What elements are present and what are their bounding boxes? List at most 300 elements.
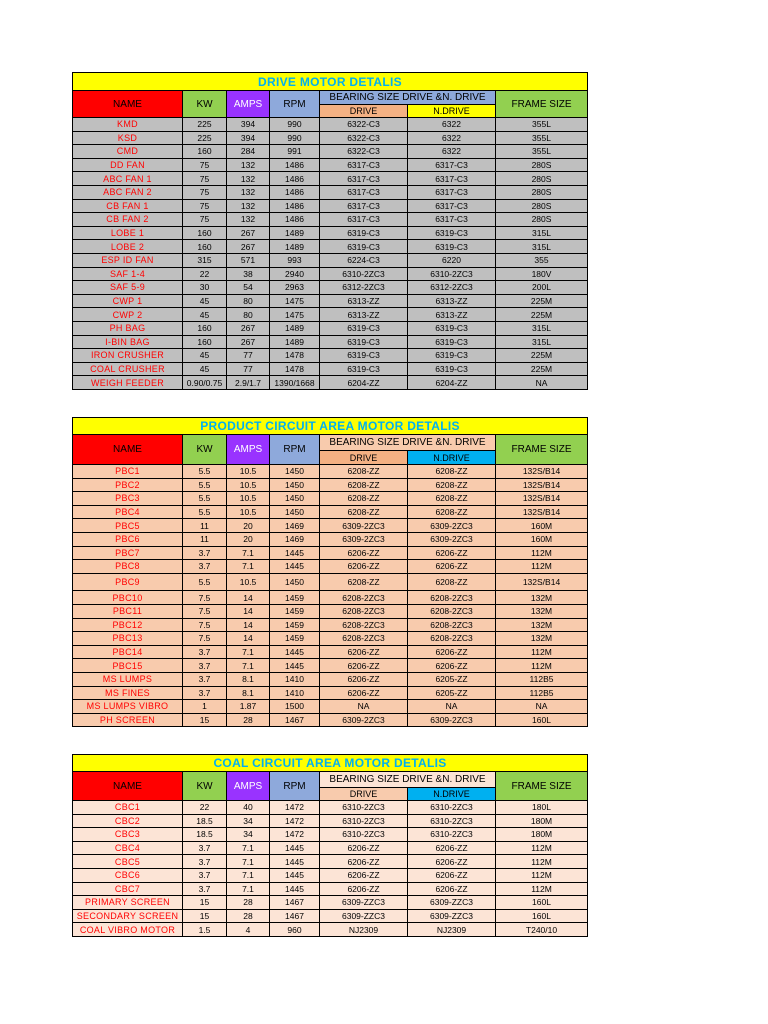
kw-cell: 3.7: [183, 546, 227, 560]
frame-size-cell: 315L: [496, 335, 588, 349]
rpm-cell: 1450: [270, 478, 320, 492]
table-row: [73, 855, 588, 869]
header-ndrive: N.DRIVE: [408, 788, 496, 801]
frame-size-cell: 112M: [496, 855, 588, 869]
table-row: [73, 519, 588, 533]
amps-cell: 10.5: [227, 492, 270, 506]
drive-bearing-cell: 6208-ZZ: [320, 465, 408, 479]
table-row: [73, 923, 588, 937]
table-row: [73, 686, 588, 700]
ndrive-bearing-cell: 6317-C3: [408, 185, 496, 199]
frame-size-cell: 355: [496, 253, 588, 267]
kw-cell: 315: [183, 253, 227, 267]
frame-size-cell: 225M: [496, 349, 588, 363]
motor-name-cell: PBC13: [73, 632, 183, 646]
amps-cell: 7.1: [227, 868, 270, 882]
ndrive-bearing-cell: 6208-ZZ: [408, 478, 496, 492]
motor-name-cell: PBC1: [73, 465, 183, 479]
rpm-cell: 1450: [270, 573, 320, 591]
kw-cell: 45: [183, 308, 227, 322]
rpm-cell: 990: [270, 131, 320, 145]
ndrive-bearing-cell: 6206-ZZ: [408, 659, 496, 673]
kw-cell: 22: [183, 801, 227, 815]
kw-cell: 225: [183, 118, 227, 132]
table-row: [73, 118, 588, 132]
table-row: [73, 492, 588, 506]
frame-size-cell: 280S: [496, 213, 588, 227]
rpm-cell: 2940: [270, 267, 320, 281]
drive-bearing-cell: 6309-2ZC3: [320, 532, 408, 546]
rpm-cell: 1467: [270, 896, 320, 910]
drive-bearing-cell: 6206-ZZ: [320, 882, 408, 896]
amps-cell: 7.1: [227, 882, 270, 896]
kw-cell: 160: [183, 145, 227, 159]
rpm-cell: 1445: [270, 659, 320, 673]
ndrive-bearing-cell: 6309-2ZC3: [408, 519, 496, 533]
ndrive-bearing-cell: 6205-ZZ: [408, 672, 496, 686]
drive-bearing-cell: 6310-2ZC3: [320, 814, 408, 828]
table-row: [73, 172, 588, 186]
frame-size-cell: 280S: [496, 158, 588, 172]
motor-name-cell: CBC6: [73, 868, 183, 882]
ndrive-bearing-cell: 6309-ZZC3: [408, 909, 496, 923]
frame-size-cell: 132M: [496, 632, 588, 646]
motor-name-cell: WEIGH FEEDER: [73, 376, 183, 390]
amps-cell: 394: [227, 118, 270, 132]
ndrive-bearing-cell: 6220: [408, 253, 496, 267]
ndrive-bearing-cell: 6206-ZZ: [408, 841, 496, 855]
frame-size-cell: 132M: [496, 618, 588, 632]
amps-cell: 132: [227, 213, 270, 227]
rpm-cell: 1472: [270, 814, 320, 828]
frame-size-cell: 180M: [496, 814, 588, 828]
frame-size-cell: 112B5: [496, 672, 588, 686]
frame-size-cell: 160L: [496, 909, 588, 923]
header-kw: KW: [183, 435, 227, 465]
motor-name-cell: COAL CRUSHER: [73, 362, 183, 376]
kw-cell: 45: [183, 349, 227, 363]
rpm-cell: 1445: [270, 560, 320, 574]
kw-cell: 0.90/0.75: [183, 376, 227, 390]
amps-cell: 80: [227, 294, 270, 308]
amps-cell: 132: [227, 172, 270, 186]
amps-cell: 7.1: [227, 546, 270, 560]
motor-name-cell: CBC2: [73, 814, 183, 828]
kw-cell: 5.5: [183, 573, 227, 591]
drive-bearing-cell: 6317-C3: [320, 185, 408, 199]
drive-bearing-cell: 6309-2ZC3: [320, 519, 408, 533]
amps-cell: 571: [227, 253, 270, 267]
frame-size-cell: 180V: [496, 267, 588, 281]
amps-cell: 14: [227, 618, 270, 632]
amps-cell: 14: [227, 604, 270, 618]
amps-cell: 7.1: [227, 855, 270, 869]
amps-cell: 132: [227, 185, 270, 199]
drive-bearing-cell: 6208-2ZC3: [320, 591, 408, 605]
amps-cell: 1.87: [227, 700, 270, 714]
rpm-cell: 960: [270, 923, 320, 937]
kw-cell: 3.7: [183, 672, 227, 686]
motor-name-cell: PRIMARY SCREEN: [73, 896, 183, 910]
drive-bearing-cell: 6309-2ZC3: [320, 713, 408, 727]
drive-bearing-cell: 6206-ZZ: [320, 560, 408, 574]
rpm-cell: 1445: [270, 645, 320, 659]
ndrive-bearing-cell: 6310-2ZC3: [408, 801, 496, 815]
kw-cell: 15: [183, 909, 227, 923]
header-amps: AMPS: [227, 772, 270, 801]
drive-bearing-cell: 6310-2ZC3: [320, 801, 408, 815]
motor-name-cell: CBC7: [73, 882, 183, 896]
amps-cell: 132: [227, 158, 270, 172]
kw-cell: 45: [183, 362, 227, 376]
table-row: [73, 213, 588, 227]
drive-bearing-cell: 6319-C3: [320, 321, 408, 335]
table-row: [73, 713, 588, 727]
kw-cell: 7.5: [183, 618, 227, 632]
ndrive-bearing-cell: 6322: [408, 118, 496, 132]
header-rpm: RPM: [270, 772, 320, 801]
amps-cell: 8.1: [227, 686, 270, 700]
amps-cell: 77: [227, 362, 270, 376]
frame-size-cell: 315L: [496, 226, 588, 240]
table-row: [73, 591, 588, 605]
table-row: [73, 158, 588, 172]
kw-cell: 18.5: [183, 814, 227, 828]
motor-name-cell: CBC1: [73, 801, 183, 815]
amps-cell: 28: [227, 713, 270, 727]
table-row: [73, 478, 588, 492]
header-bearing: BEARING SIZE DRIVE &N. DRIVE: [320, 772, 496, 788]
motor-name-cell: PBC9: [73, 573, 183, 591]
motor-name-cell: PBC5: [73, 519, 183, 533]
rpm-cell: 1489: [270, 335, 320, 349]
rpm-cell: 1486: [270, 185, 320, 199]
table-row: [73, 199, 588, 213]
kw-cell: 22: [183, 267, 227, 281]
motor-name-cell: ESP ID FAN: [73, 253, 183, 267]
rpm-cell: 1459: [270, 604, 320, 618]
amps-cell: 4: [227, 923, 270, 937]
drive-bearing-cell: 6319-C3: [320, 362, 408, 376]
kw-cell: 75: [183, 199, 227, 213]
frame-size-cell: 132S/B14: [496, 573, 588, 591]
amps-cell: 7.1: [227, 841, 270, 855]
motor-name-cell: MS FINES: [73, 686, 183, 700]
rpm-cell: 1459: [270, 618, 320, 632]
motor-name-cell: CWP 1: [73, 294, 183, 308]
drive-bearing-cell: 6322-C3: [320, 145, 408, 159]
kw-cell: 3.7: [183, 659, 227, 673]
ndrive-bearing-cell: 6310-2ZC3: [408, 267, 496, 281]
table-row: [73, 362, 588, 376]
rpm-cell: 1459: [270, 632, 320, 646]
table-row: [73, 349, 588, 363]
rpm-cell: 993: [270, 253, 320, 267]
drive-bearing-cell: 6317-C3: [320, 199, 408, 213]
rpm-cell: 1467: [270, 909, 320, 923]
amps-cell: 394: [227, 131, 270, 145]
drive-bearing-cell: 6208-ZZ: [320, 505, 408, 519]
frame-size-cell: 355L: [496, 118, 588, 132]
ndrive-bearing-cell: 6319-C3: [408, 321, 496, 335]
table-row: [73, 896, 588, 910]
ndrive-bearing-cell: 6322: [408, 145, 496, 159]
drive-bearing-cell: NJ2309: [320, 923, 408, 937]
amps-cell: 267: [227, 240, 270, 254]
rpm-cell: 1486: [270, 158, 320, 172]
frame-size-cell: 180M: [496, 828, 588, 842]
ndrive-bearing-cell: 6319-C3: [408, 240, 496, 254]
kw-cell: 7.5: [183, 632, 227, 646]
ndrive-bearing-cell: NJ2309: [408, 923, 496, 937]
drive-bearing-cell: 6206-ZZ: [320, 841, 408, 855]
table-row: [73, 814, 588, 828]
table-row: [73, 909, 588, 923]
frame-size-cell: 132S/B14: [496, 478, 588, 492]
frame-size-cell: 280S: [496, 172, 588, 186]
table-row: [73, 604, 588, 618]
motor-name-cell: DD FAN: [73, 158, 183, 172]
table-row: [73, 560, 588, 574]
rpm-cell: 1478: [270, 362, 320, 376]
ndrive-bearing-cell: 6309-2ZC3: [408, 532, 496, 546]
motor-name-cell: KSD: [73, 131, 183, 145]
kw-cell: 1.5: [183, 923, 227, 937]
table-row: [73, 532, 588, 546]
frame-size-cell: 112M: [496, 645, 588, 659]
amps-cell: 28: [227, 909, 270, 923]
frame-size-cell: 355L: [496, 145, 588, 159]
drive-bearing-cell: 6204-ZZ: [320, 376, 408, 390]
amps-cell: 284: [227, 145, 270, 159]
drive-bearing-cell: 6206-ZZ: [320, 546, 408, 560]
drive-bearing-cell: 6208-ZZ: [320, 478, 408, 492]
rpm-cell: 1410: [270, 672, 320, 686]
rpm-cell: 1489: [270, 240, 320, 254]
header-rpm: RPM: [270, 435, 320, 465]
amps-cell: 267: [227, 335, 270, 349]
frame-size-cell: 132S/B14: [496, 465, 588, 479]
motor-name-cell: PBC3: [73, 492, 183, 506]
kw-cell: 18.5: [183, 828, 227, 842]
rpm-cell: 1475: [270, 294, 320, 308]
table-row: [73, 645, 588, 659]
rpm-cell: 1500: [270, 700, 320, 714]
ndrive-bearing-cell: 6206-ZZ: [408, 868, 496, 882]
amps-cell: 34: [227, 828, 270, 842]
amps-cell: 7.1: [227, 659, 270, 673]
rpm-cell: 1486: [270, 213, 320, 227]
kw-cell: 75: [183, 185, 227, 199]
motor-name-cell: PBC15: [73, 659, 183, 673]
motor-name-cell: SAF 1-4: [73, 267, 183, 281]
drive-bearing-cell: 6319-C3: [320, 335, 408, 349]
ndrive-bearing-cell: 6310-2ZC3: [408, 828, 496, 842]
section-title: DRIVE MOTOR DETALIS: [73, 73, 588, 91]
kw-cell: 15: [183, 713, 227, 727]
frame-size-cell: 132S/B14: [496, 505, 588, 519]
rpm-cell: 1472: [270, 828, 320, 842]
ndrive-bearing-cell: 6309-2ZC3: [408, 713, 496, 727]
drive-bearing-cell: 6322-C3: [320, 118, 408, 132]
product-circuit-table: [72, 417, 588, 727]
rpm-cell: 1445: [270, 868, 320, 882]
header-bearing: BEARING SIZE DRIVE &N. DRIVE: [320, 435, 496, 451]
ndrive-bearing-cell: 6206-ZZ: [408, 645, 496, 659]
rpm-cell: 1489: [270, 321, 320, 335]
header-drive: DRIVE: [320, 105, 408, 118]
motor-name-cell: IRON CRUSHER: [73, 349, 183, 363]
frame-size-cell: 225M: [496, 308, 588, 322]
coal-rows: [73, 801, 588, 937]
motor-name-cell: CB FAN 1: [73, 199, 183, 213]
motor-name-cell: COAL VIBRO MOTOR: [73, 923, 183, 937]
kw-cell: 11: [183, 532, 227, 546]
frame-size-cell: 132M: [496, 591, 588, 605]
rpm-cell: 1486: [270, 172, 320, 186]
motor-name-cell: PBC8: [73, 560, 183, 574]
frame-size-cell: 315L: [496, 321, 588, 335]
drive-bearing-cell: 6319-C3: [320, 349, 408, 363]
rpm-cell: 1469: [270, 532, 320, 546]
rpm-cell: 1489: [270, 226, 320, 240]
motor-name-cell: PBC10: [73, 591, 183, 605]
amps-cell: 54: [227, 281, 270, 295]
drive-bearing-cell: 6313-ZZ: [320, 294, 408, 308]
kw-cell: 3.7: [183, 560, 227, 574]
kw-cell: 30: [183, 281, 227, 295]
drive-bearing-cell: 6206-ZZ: [320, 645, 408, 659]
section-title: COAL CIRCUIT AREA MOTOR DETALIS: [73, 755, 588, 772]
header-kw: KW: [183, 772, 227, 801]
header-frame: FRAME SIZE: [496, 91, 588, 118]
frame-size-cell: NA: [496, 700, 588, 714]
drive-rows: [73, 118, 588, 390]
motor-name-cell: CWP 2: [73, 308, 183, 322]
kw-cell: 5.5: [183, 492, 227, 506]
drive-bearing-cell: 6206-ZZ: [320, 686, 408, 700]
ndrive-bearing-cell: 6206-ZZ: [408, 560, 496, 574]
frame-size-cell: 132S/B14: [496, 492, 588, 506]
rpm-cell: 1450: [270, 505, 320, 519]
table-row: [73, 376, 588, 390]
motor-name-cell: MS LUMPS: [73, 672, 183, 686]
kw-cell: 5.5: [183, 505, 227, 519]
amps-cell: 34: [227, 814, 270, 828]
drive-bearing-cell: 6208-ZZ: [320, 492, 408, 506]
motor-name-cell: PBC11: [73, 604, 183, 618]
motor-name-cell: LOBE 1: [73, 226, 183, 240]
ndrive-bearing-cell: 6319-C3: [408, 349, 496, 363]
drive-bearing-cell: 6322-C3: [320, 131, 408, 145]
kw-cell: 5.5: [183, 478, 227, 492]
drive-bearing-cell: 6206-ZZ: [320, 868, 408, 882]
header-frame: FRAME SIZE: [496, 435, 588, 465]
amps-cell: 8.1: [227, 672, 270, 686]
ndrive-bearing-cell: 6317-C3: [408, 213, 496, 227]
amps-cell: 7.1: [227, 560, 270, 574]
drive-bearing-cell: 6313-ZZ: [320, 308, 408, 322]
frame-size-cell: 355L: [496, 131, 588, 145]
amps-cell: 10.5: [227, 478, 270, 492]
ndrive-bearing-cell: 6317-C3: [408, 199, 496, 213]
amps-cell: 14: [227, 591, 270, 605]
table-row: [73, 465, 588, 479]
kw-cell: 45: [183, 294, 227, 308]
rpm-cell: 1445: [270, 855, 320, 869]
drive-bearing-cell: 6206-ZZ: [320, 672, 408, 686]
rpm-cell: 2963: [270, 281, 320, 295]
drive-bearing-cell: 6319-C3: [320, 240, 408, 254]
ndrive-bearing-cell: 6319-C3: [408, 362, 496, 376]
drive-bearing-cell: 6319-C3: [320, 226, 408, 240]
coal-circuit-section: [72, 754, 587, 937]
kw-cell: 3.7: [183, 868, 227, 882]
table-row: [73, 868, 588, 882]
amps-cell: 2.9/1.7: [227, 376, 270, 390]
ndrive-bearing-cell: 6208-ZZ: [408, 505, 496, 519]
motor-name-cell: CBC3: [73, 828, 183, 842]
header-drive: DRIVE: [320, 788, 408, 801]
table-row: [73, 294, 588, 308]
drive-bearing-cell: 6317-C3: [320, 158, 408, 172]
ndrive-bearing-cell: 6208-2ZC3: [408, 591, 496, 605]
rpm-cell: 990: [270, 118, 320, 132]
frame-size-cell: 112M: [496, 546, 588, 560]
drive-bearing-cell: 6317-C3: [320, 213, 408, 227]
amps-cell: 7.1: [227, 645, 270, 659]
ndrive-bearing-cell: 6208-ZZ: [408, 492, 496, 506]
ndrive-bearing-cell: 6319-C3: [408, 226, 496, 240]
kw-cell: 160: [183, 335, 227, 349]
frame-size-cell: 112M: [496, 882, 588, 896]
rpm-cell: 1467: [270, 713, 320, 727]
kw-cell: 3.7: [183, 841, 227, 855]
drive-bearing-cell: 6208-2ZC3: [320, 604, 408, 618]
ndrive-bearing-cell: 6208-ZZ: [408, 573, 496, 591]
motor-name-cell: CMD: [73, 145, 183, 159]
rpm-cell: 1410: [270, 686, 320, 700]
kw-cell: 15: [183, 896, 227, 910]
kw-cell: 160: [183, 321, 227, 335]
ndrive-bearing-cell: 6319-C3: [408, 335, 496, 349]
header-bearing: BEARING SIZE DRIVE &N. DRIVE: [320, 91, 496, 105]
header-ndrive: N.DRIVE: [408, 105, 496, 118]
rpm-cell: 1459: [270, 591, 320, 605]
table-row: [73, 267, 588, 281]
rpm-cell: 1472: [270, 801, 320, 815]
drive-bearing-cell: 6310-2ZC3: [320, 828, 408, 842]
kw-cell: 160: [183, 226, 227, 240]
header-amps: AMPS: [227, 91, 270, 118]
motor-name-cell: MS LUMPS VIBRO: [73, 700, 183, 714]
table-row: [73, 659, 588, 673]
frame-size-cell: 280S: [496, 199, 588, 213]
kw-cell: 160: [183, 240, 227, 254]
frame-size-cell: 280S: [496, 185, 588, 199]
drive-bearing-cell: NA: [320, 700, 408, 714]
frame-size-cell: 160M: [496, 519, 588, 533]
ndrive-bearing-cell: 6313-ZZ: [408, 294, 496, 308]
motor-name-cell: CBC5: [73, 855, 183, 869]
drive-bearing-cell: 6208-2ZC3: [320, 618, 408, 632]
frame-size-cell: 315L: [496, 240, 588, 254]
drive-bearing-cell: 6208-2ZC3: [320, 632, 408, 646]
table-row: [73, 185, 588, 199]
ndrive-bearing-cell: 6206-ZZ: [408, 855, 496, 869]
table-row: [73, 618, 588, 632]
kw-cell: 7.5: [183, 591, 227, 605]
